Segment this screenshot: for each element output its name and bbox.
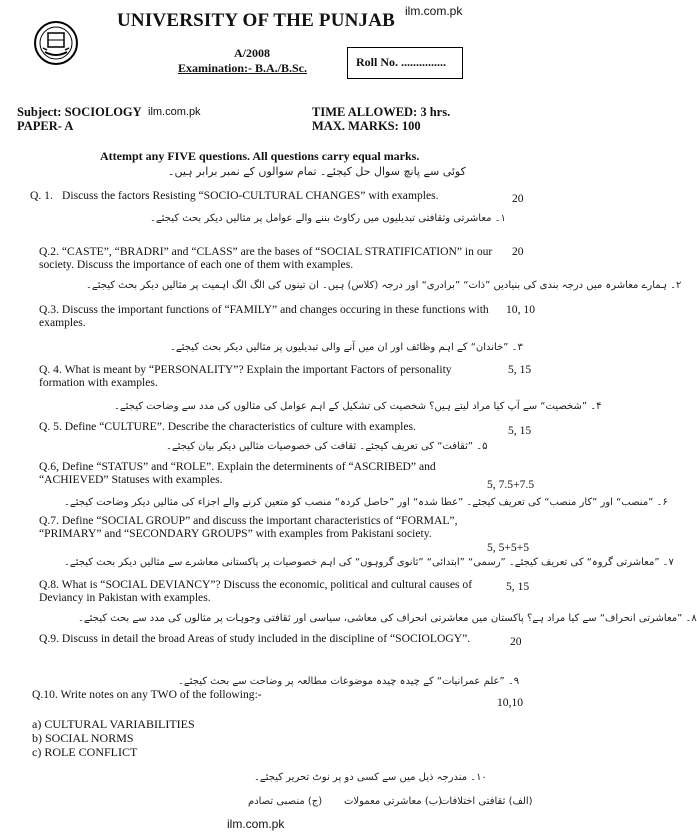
question-text: What is meant by “PERSONALITY”? Explain the important Factors of personality formation with examples.: [39, 363, 452, 389]
question-text: What is “SOCIAL DEVIANCY”? Discuss the economic, political and cultural causes of Deviancy in Pakistan with examples.: [39, 578, 473, 604]
question-2-urdu: ۲۔ ہمارے معاشرہ میں درجہ بندی کی بنیادیں ”ذات“ ”برادری“ اور درجہ (کلاس) ہیں۔ ان تینوں کی الگ الگ اہمیت پر مثالیں دیکر بحث کیجئے۔: [86, 280, 682, 291]
question-9-marks: 20: [510, 635, 522, 648]
question-8-urdu: ۸۔ ”معاشرتی انحراف“ سے کیا مراد ہے؟ پاکستان میں معاشرتی انحراف کی معاشی، سیاسی اور ثقافتی وجوہات پر مثالوں کی مدد سے بحث کیجئے۔: [78, 613, 697, 624]
instructions-urdu: کوئی سے پانچ سوال حل کیجئے۔ تمام سوالوں کے نمبر برابر ہیں۔: [168, 165, 466, 178]
max-marks: MAX. MARKS: 100: [312, 119, 421, 133]
question-number: Q.8.: [39, 578, 59, 591]
question-1-urdu: ۱۔ معاشرتی وثقافتی تبدیلیوں میں رکاوٹ بننے والے عوامل پر مثالیں دیکر بحث کیجئے۔: [150, 213, 506, 224]
question-text: Define “SOCIAL GROUP” and discuss the important characteristics of “FORMAL”, “PRIMARY” and “SECONDARY GROUPS” with examples from Pakistani society.: [39, 514, 458, 540]
question-9-urdu: ۹۔ ”علم عمرانیات“ کے چیدہ چیدہ موضوعات مطالعہ پر وضاحت سے بحث کیجئے۔: [178, 676, 520, 687]
exam-code: A/2008: [234, 46, 270, 60]
examination-label: Examination:- B.A./B.Sc.: [178, 61, 308, 75]
watermark-bottom: ilm.com.pk: [227, 817, 285, 831]
question-text: Define “CULTURE”. Describe the characteristics of culture with examples.: [64, 420, 416, 433]
urdu-option-alif: (الف) ثقافتی اختلافات: [440, 796, 533, 807]
urdu-option-jeem: (ج) منصبی تصادم: [248, 796, 323, 807]
urdu-option-bay: (ب) معاشرتی معمولات: [344, 796, 443, 807]
question-5-urdu: ۵۔ ”ثقافت“ کی تعریف کیجئے۔ ثقافت کی خصوصیات مثالیں دیکر بیان کیجئے۔: [166, 441, 488, 452]
question-number: Q.2.: [39, 245, 59, 258]
question-2: [39, 245, 497, 271]
paper-label: PAPER- A: [17, 119, 74, 133]
subject-label: Subject: SOCIOLOGY: [17, 105, 142, 119]
question-number: Q. 4.: [39, 363, 62, 376]
option-a: a) CULTURAL VARIABILITIES: [32, 717, 195, 731]
question-number: Q. 5.: [39, 420, 62, 433]
question-3-urdu: ۳۔ ”خاندان“ کے اہم وظائف اور ان میں آنے والی تبدیلیوں پر مثالیں دیکر بحث کیجئے۔: [170, 342, 523, 353]
watermark-top: ilm.com.pk: [405, 4, 463, 18]
question-6-urdu: ۶۔ ”منصب“ اور ”کار منصب“ کی تعریف کیجئے۔ ”عطا شدہ“ اور ”حاصل کردہ“ منصب کو متعین کرنے والے اجزاء کی مثالیں دیکر وضاحت کیجئے۔: [64, 497, 668, 508]
question-number: Q. 1.: [30, 189, 53, 202]
question-number: Q.6,: [39, 460, 59, 473]
question-6-marks: 5, 7.5+7.5: [487, 478, 535, 491]
question-number: Q.3.: [39, 303, 59, 316]
roll-number-label: Roll No. ...............: [356, 55, 446, 69]
question-3: [39, 303, 489, 329]
question-text: Write notes on any TWO of the following:-: [60, 688, 262, 701]
roll-number-box: [347, 47, 463, 79]
question-10: [32, 688, 452, 701]
question-text: Discuss the important functions of “FAMILY” and changes occuring in these functions with examples.: [39, 303, 489, 329]
question-10-marks: 10,10: [497, 696, 524, 709]
question-5: [39, 420, 494, 433]
question-4-urdu: ۴۔ ”شخصیت“ سے آپ کیا مراد لیتے ہیں؟ شخصیت کی تشکیل کے اہم عوامل کی مثالوں کی مدد سے وضاحت کیجئے۔: [114, 401, 602, 412]
question-text: Discuss in detail the broad Areas of study included in the discipline of “SOCIOLOGY”.: [61, 632, 471, 645]
question-8-marks: 5, 15: [506, 580, 530, 593]
question-1-marks: 20: [512, 192, 524, 205]
question-4: [39, 363, 494, 389]
question-2-marks: 20: [512, 245, 524, 258]
question-5-marks: 5, 15: [508, 424, 532, 437]
university-crest-icon: [33, 20, 79, 66]
question-number: Q.7.: [39, 514, 59, 527]
question-text: Discuss the factors Resisting “SOCIO-CULTURAL CHANGES” with examples.: [62, 189, 439, 202]
question-8: [39, 578, 494, 604]
question-6: [39, 460, 494, 486]
question-text: Define “STATUS” and “ROLE”. Explain the determinents of “ASCRIBED” and “ACHIEVED” Statuses with examples.: [39, 460, 436, 486]
instructions-english: Attempt any FIVE questions. All questions carry equal marks.: [100, 149, 420, 163]
option-b: b) SOCIAL NORMS: [32, 731, 134, 745]
university-title: UNIVERSITY OF THE PUNJAB: [117, 10, 396, 31]
question-text: “CASTE”, “BRADRI” and “CLASS” are the bases of “SOCIAL STRATIFICATION” in our society. Discuss the importance of each one of them with examples.: [39, 245, 493, 271]
watermark-subject-line: ilm.com.pk: [148, 106, 201, 118]
question-1: [30, 189, 494, 202]
question-7-urdu: ۷۔ ”معاشرتی گروہ“ کی تعریف کیجئے۔ ”رسمی“ ”ابتدائی“ ”ثانوی گروہوں“ کی اہم خصوصیات پر پاکستانی معاشرے سے مثالیں دیکر بحث کیجئے۔: [64, 557, 674, 568]
question-9: [39, 632, 494, 645]
question-3-marks: 10, 10: [506, 303, 535, 316]
question-4-marks: 5, 15: [508, 363, 532, 376]
question-7-marks: 5, 5+5+5: [487, 541, 530, 554]
option-c: c) ROLE CONFLICT: [32, 745, 138, 759]
question-7: [39, 514, 494, 540]
question-number: Q.10.: [32, 688, 58, 701]
time-allowed: TIME ALLOWED: 3 hrs.: [312, 105, 451, 119]
question-10-urdu: ۱۰۔ مندرجہ ذیل میں سے کسی دو پر نوٹ تحریر کیجئے۔: [254, 772, 487, 783]
question-number: Q.9.: [39, 632, 59, 645]
